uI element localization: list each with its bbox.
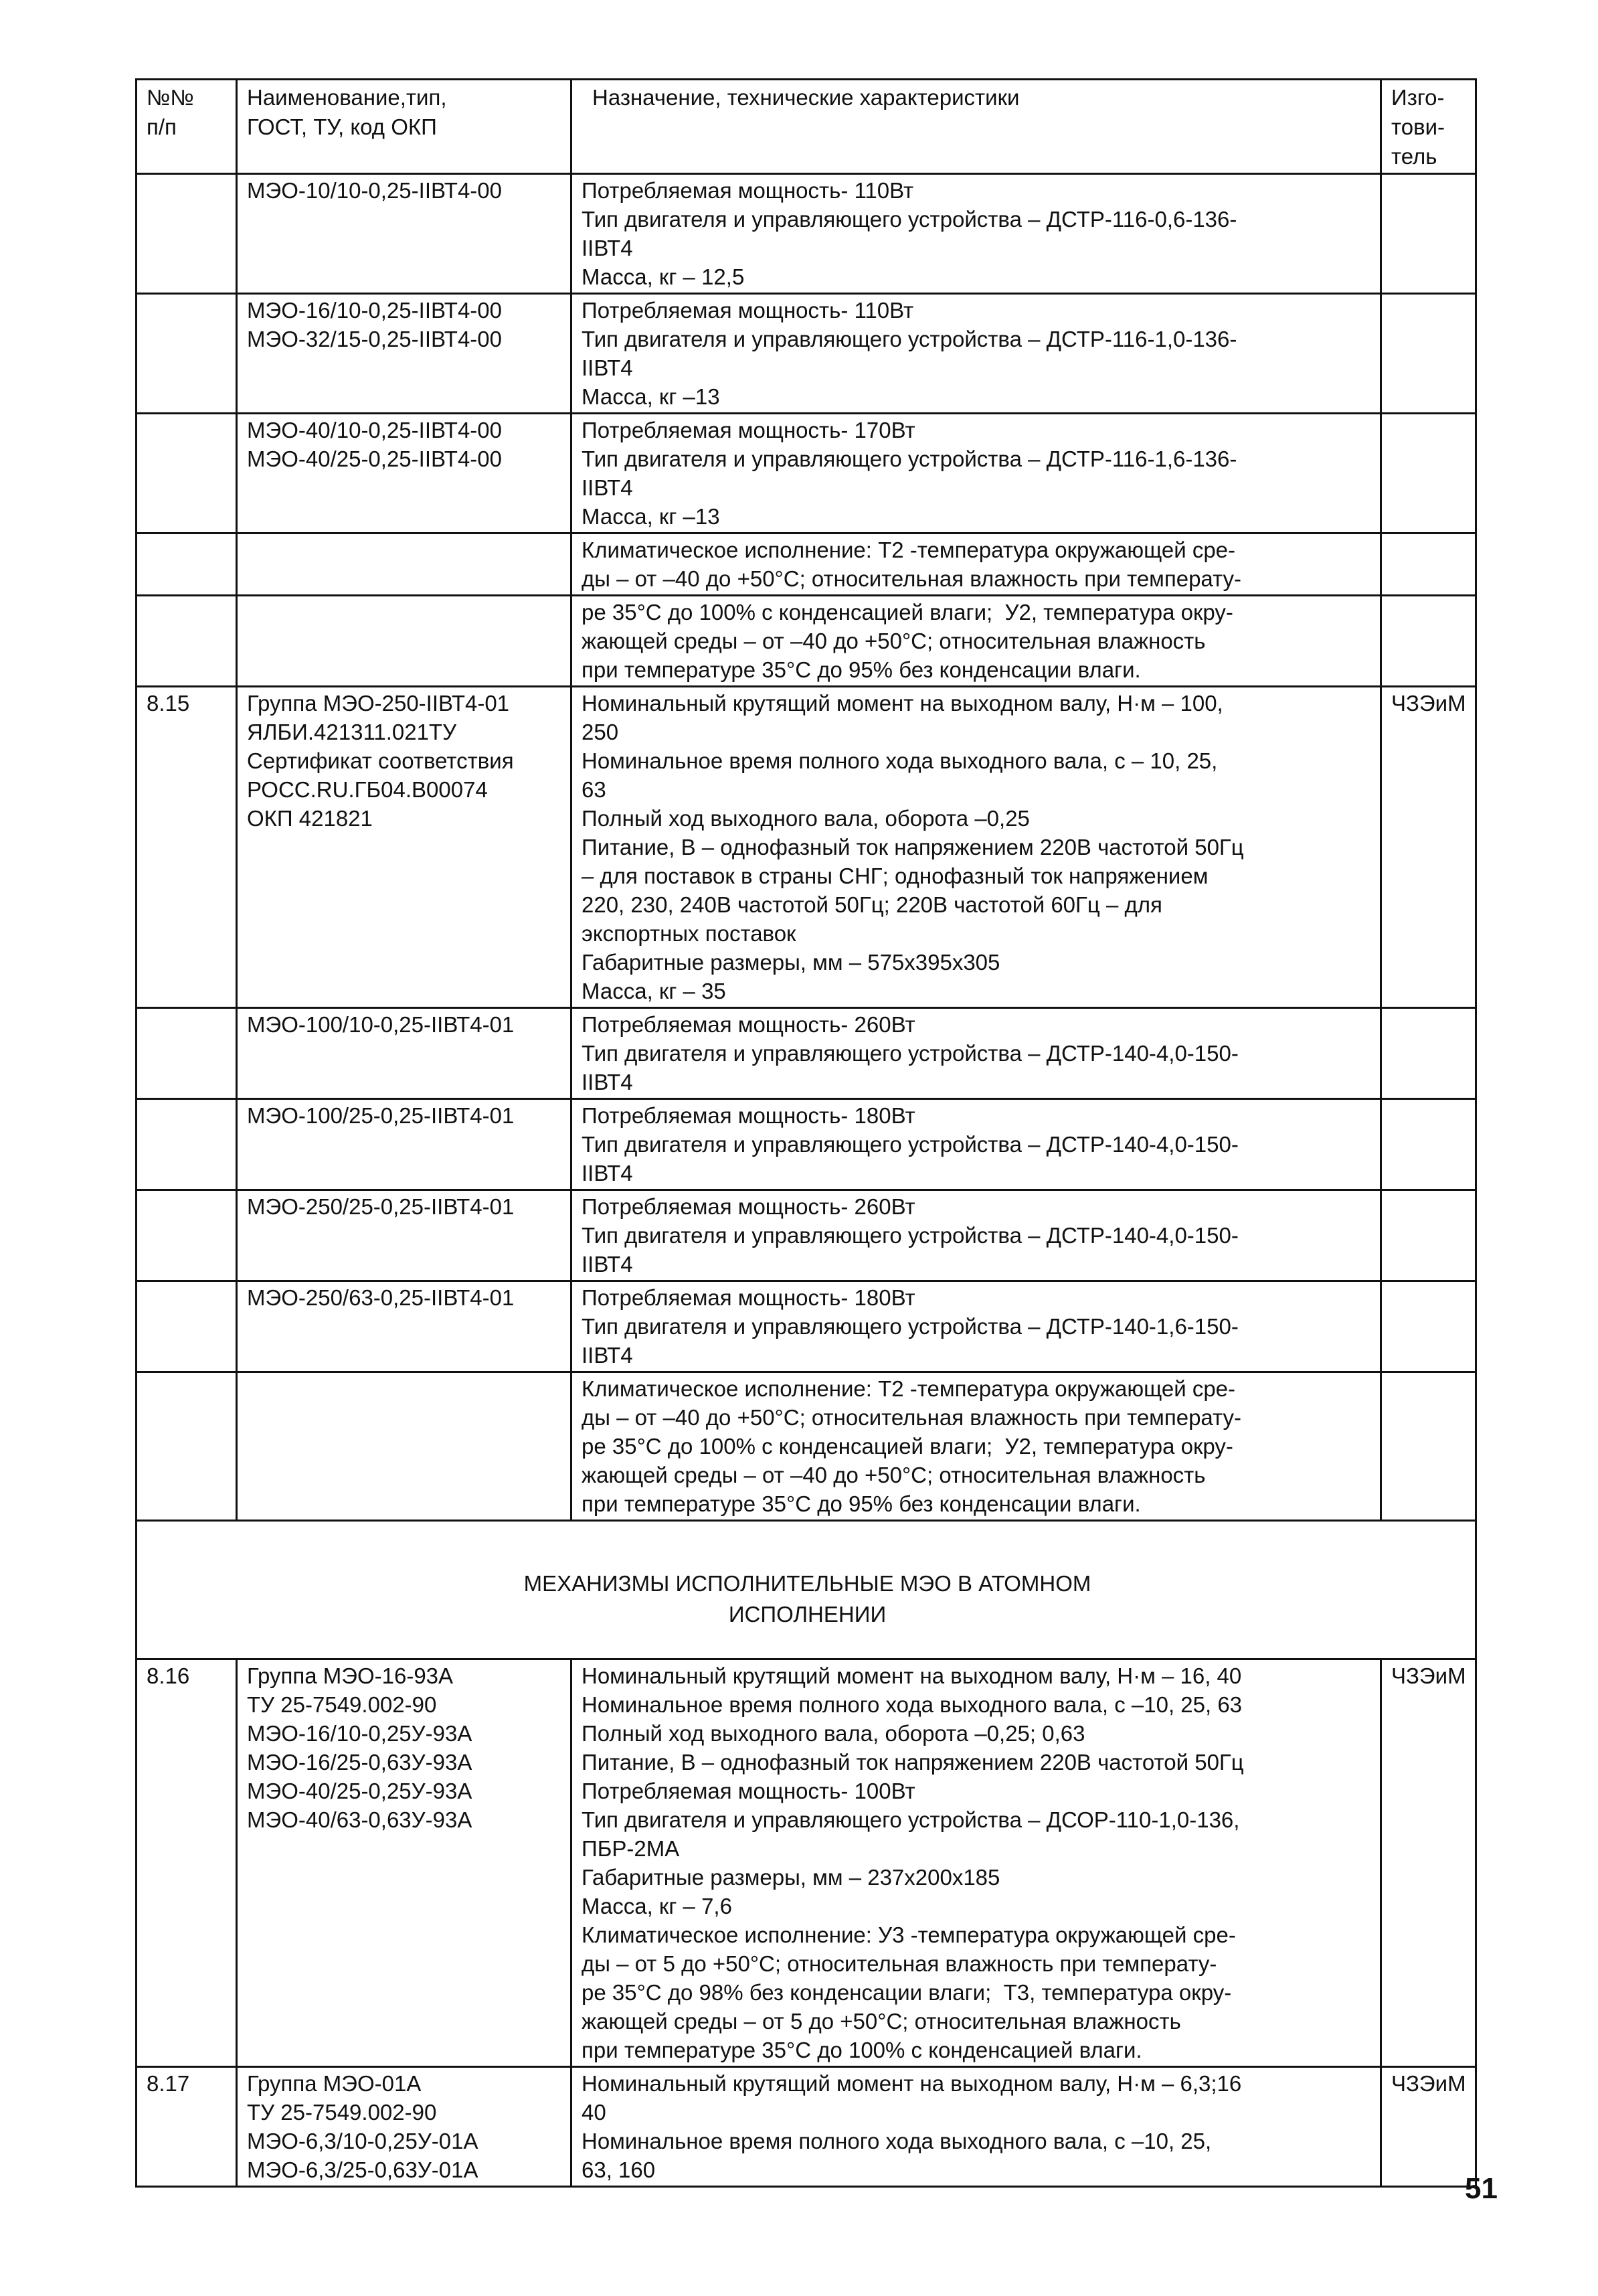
cell-name (237, 1099, 571, 1190)
cell-name-line: МЭО-6,3/10-0,25У-01А (247, 2129, 478, 2153)
cell-name (237, 174, 571, 294)
cell-num-text: 8.16 (147, 1663, 190, 1688)
cell-desc-line: ре 35°С до 100% с конденсацией влаги; У2, температура окру- (582, 600, 1233, 625)
cell-name-line: МЭО-100/25-0,25-IIВТ4-01 (247, 1103, 515, 1128)
table-row (137, 1659, 1476, 2067)
cell-num-text: 8.15 (147, 691, 190, 716)
spec-table (135, 78, 1477, 2188)
cell-num (137, 174, 237, 294)
cell-maker-text: ЧЗЭиМ (1391, 2071, 1466, 2096)
cell-name-line: ТУ 25-7549.002-90 (247, 1692, 437, 1717)
cell-num (137, 1008, 237, 1099)
table-row (137, 596, 1476, 687)
cell-desc-line: Тип двигателя и управляющего устройства – ДСТР-140-4,0-150- (582, 1132, 1239, 1157)
cell-num (137, 414, 237, 534)
cell-desc-line: Номинальное время полного хода выходного вала, с –10, 25, 63 (582, 1692, 1243, 1717)
cell-num (137, 1281, 237, 1372)
cell-num (137, 1190, 237, 1281)
table-row (137, 174, 1476, 294)
section-title-line: ИСПОЛНЕНИИ (728, 1602, 887, 1627)
cell-num (137, 687, 237, 1008)
cell-desc (571, 294, 1381, 414)
cell-name-line: Группа МЭО-250-IIВТ4-01 (247, 691, 510, 716)
cell-desc-line: 63, 160 (582, 2157, 656, 2182)
cell-desc-line: IIВТ4 (582, 355, 633, 380)
table-row (137, 1190, 1476, 1281)
cell-name-line: МЭО-32/15-0,25-IIВТ4-00 (247, 327, 502, 351)
cell-desc (571, 414, 1381, 534)
cell-name-line: МЭО-16/10-0,25-IIВТ4-00 (247, 298, 502, 323)
table-row (137, 534, 1476, 596)
table-row (137, 1281, 1476, 1372)
cell-name-line: МЭО-40/10-0,25-IIВТ4-00 (247, 418, 502, 442)
cell-name-line: МЭО-16/10-0,25У-93А (247, 1721, 472, 1746)
cell-maker (1381, 414, 1476, 534)
cell-name-line: РОСС.RU.ГБ04.В00074 (247, 777, 488, 802)
cell-maker-text: ЧЗЭиМ (1391, 1663, 1466, 1688)
header-desc (571, 80, 1381, 174)
cell-desc-line: Номинальный крутящий момент на выходном валу, Н·м – 16, 40 (582, 1663, 1242, 1688)
cell-desc-line: 63 (582, 777, 606, 802)
cell-desc-line: Потребляемая мощность- 170Вт (582, 418, 915, 442)
cell-name (237, 1372, 571, 1521)
cell-desc-line: ды – от 5 до +50°С; относительная влажность при температу- (582, 1951, 1217, 1976)
header-num-line: №№ (147, 85, 194, 110)
cell-desc (571, 1659, 1381, 2067)
header-maker-line: тови- (1391, 114, 1445, 139)
table-row (137, 2067, 1476, 2187)
cell-name-line: МЭО-250/25-0,25-IIВТ4-01 (247, 1194, 515, 1219)
header-num-line: п/п (147, 114, 177, 139)
cell-desc-line: Номинальный крутящий момент на выходном валу, Н·м – 100, (582, 691, 1223, 716)
cell-desc-line: при температуре 35°С до 95% без конденсации влаги. (582, 657, 1141, 682)
cell-desc-line: Тип двигателя и управляющего устройства – ДСТР-116-0,6-136- (582, 207, 1237, 232)
cell-desc-line: Полный ход выходного вала, оборота –0,25 (582, 806, 1030, 831)
cell-desc-line: Тип двигателя и управляющего устройства – ДСТР-140-1,6-150- (582, 1314, 1239, 1339)
cell-desc-line: жающей среды – от 5 до +50°С; относительная влажность (582, 2009, 1181, 2034)
cell-desc (571, 1008, 1381, 1099)
cell-maker (1381, 1190, 1476, 1281)
cell-desc (571, 174, 1381, 294)
cell-desc-line: Потребляемая мощность- 180Вт (582, 1103, 915, 1128)
cell-desc (571, 596, 1381, 687)
cell-name (237, 1190, 571, 1281)
cell-name-line: МЭО-40/25-0,25-IIВТ4-00 (247, 446, 502, 471)
cell-desc-line: Питание, В – однофазный ток напряжением 220В частотой 50Гц (582, 835, 1244, 859)
cell-name (237, 596, 571, 687)
section-title-line: МЕХАНИЗМЫ ИСПОЛНИТЕЛЬНЫЕ МЭО В АТОМНОМ (523, 1571, 1091, 1596)
table-row (137, 1008, 1476, 1099)
cell-maker (1381, 687, 1476, 1008)
cell-maker (1381, 1008, 1476, 1099)
header-num (137, 80, 237, 174)
table-body-part1 (137, 174, 1476, 1521)
cell-desc-line: Масса, кг – 35 (582, 979, 726, 1003)
cell-desc-line: Масса, кг – 12,5 (582, 264, 745, 289)
cell-desc-line: при температуре 35°С до 95% без конденсации влаги. (582, 1491, 1141, 1516)
cell-desc-line: ре 35°С до 98% без конденсации влаги; Т3, температура окру- (582, 1980, 1232, 2005)
cell-num (137, 2067, 237, 2187)
cell-desc-line: Масса, кг –13 (582, 384, 720, 409)
cell-desc-line: Тип двигателя и управляющего устройства – ДСОР-110-1,0-136, (582, 1807, 1240, 1832)
cell-desc-line: ре 35°С до 100% с конденсацией влаги; У2, температура окру- (582, 1434, 1233, 1459)
section-title (137, 1521, 1476, 1659)
cell-num (137, 596, 237, 687)
cell-desc (571, 2067, 1381, 2187)
cell-desc-line: ПБР-2МА (582, 1836, 680, 1861)
cell-name-line: Сертификат соответствия (247, 748, 514, 773)
table-header-row (137, 80, 1476, 174)
cell-desc-line: Климатическое исполнение: Т2 -температура окружающей сре- (582, 538, 1236, 562)
cell-desc (571, 1281, 1381, 1372)
cell-name-line: Группа МЭО-01А (247, 2071, 422, 2096)
section-row (137, 1521, 1476, 1659)
cell-desc-line: Тип двигателя и управляющего устройства – ДСТР-140-4,0-150- (582, 1041, 1239, 1066)
cell-name-line: МЭО-6,3/25-0,63У-01А (247, 2157, 478, 2182)
cell-desc-line: IIВТ4 (582, 236, 633, 260)
cell-desc-line: IIВТ4 (582, 475, 633, 500)
header-maker-line: тель (1391, 144, 1437, 169)
cell-desc-line: жающей среды – от –40 до +50°С; относительная влажность (582, 1463, 1206, 1487)
cell-desc-line: Габаритные размеры, мм – 237х200х185 (582, 1865, 1000, 1890)
table-row (137, 1099, 1476, 1190)
cell-desc-line: Тип двигателя и управляющего устройства – ДСТР-116-1,6-136- (582, 446, 1237, 471)
table-row (137, 414, 1476, 534)
header-name-line: ГОСТ, ТУ, код ОКП (247, 114, 437, 139)
cell-num-text: 8.17 (147, 2071, 190, 2096)
cell-name-line: ЯЛБИ.421311.021ТУ (247, 720, 457, 744)
cell-desc-line: Потребляемая мощность- 110Вт (582, 298, 914, 323)
cell-name (237, 1281, 571, 1372)
cell-maker (1381, 294, 1476, 414)
header-name (237, 80, 571, 174)
header-maker (1381, 80, 1476, 174)
header-maker-line: Изго- (1391, 85, 1445, 110)
cell-desc-line: IIВТ4 (582, 1343, 633, 1368)
cell-name (237, 2067, 571, 2187)
cell-num (137, 1372, 237, 1521)
cell-desc (571, 1190, 1381, 1281)
cell-name-line: МЭО-10/10-0,25-IIВТ4-00 (247, 178, 502, 203)
cell-num (137, 1099, 237, 1190)
cell-desc-line: IIВТ4 (582, 1161, 633, 1185)
cell-desc (571, 534, 1381, 596)
cell-desc-line: Потребляемая мощность- 180Вт (582, 1285, 915, 1310)
cell-desc-line: при температуре 35°С до 100% с конденсацией влаги. (582, 2038, 1142, 2062)
cell-name (237, 1008, 571, 1099)
table-row (137, 687, 1476, 1008)
cell-name-line: ОКП 421821 (247, 806, 373, 831)
cell-name-line: МЭО-250/63-0,25-IIВТ4-01 (247, 1285, 515, 1310)
cell-num (137, 294, 237, 414)
cell-desc-line: Климатическое исполнение: У3 -температура окружающей сре- (582, 1922, 1236, 1947)
cell-maker (1381, 1659, 1476, 2067)
cell-desc-line: 250 (582, 720, 619, 744)
cell-desc-line: IIВТ4 (582, 1252, 633, 1277)
cell-desc (571, 687, 1381, 1008)
cell-desc-line: 220, 230, 240В частотой 50Гц; 220В частотой 60Гц – для (582, 892, 1162, 917)
cell-desc-line: Климатическое исполнение: Т2 -температура окружающей сре- (582, 1376, 1236, 1401)
cell-maker (1381, 534, 1476, 596)
cell-desc-line: Габаритные размеры, мм – 575х395х305 (582, 950, 1000, 975)
cell-name-line: МЭО-40/63-0,63У-93А (247, 1807, 472, 1832)
section-header (137, 1521, 1476, 1659)
cell-num (137, 1659, 237, 2067)
cell-maker (1381, 174, 1476, 294)
cell-desc-line: Масса, кг –13 (582, 504, 720, 529)
cell-desc-line: Потребляемая мощность- 110Вт (582, 178, 914, 203)
cell-maker (1381, 1372, 1476, 1521)
cell-desc (571, 1372, 1381, 1521)
cell-maker (1381, 1099, 1476, 1190)
cell-name-line: МЭО-40/25-0,25У-93А (247, 1779, 472, 1803)
page-number: 51 (1465, 2172, 1498, 2205)
cell-name (237, 1659, 571, 2067)
cell-num (137, 534, 237, 596)
cell-desc-line: Номинальный крутящий момент на выходном валу, Н·м – 6,3;16 (582, 2071, 1242, 2096)
cell-desc-line: жающей среды – от –40 до +50°С; относительная влажность (582, 629, 1206, 653)
cell-desc-line: Потребляемая мощность- 260Вт (582, 1194, 915, 1219)
cell-desc-line: Полный ход выходного вала, оборота –0,25; 0,63 (582, 1721, 1085, 1746)
cell-maker (1381, 2067, 1476, 2187)
cell-name (237, 414, 571, 534)
cell-name (237, 534, 571, 596)
cell-desc-line: ды – от –40 до +50°С; относительная влажность при температу- (582, 1405, 1242, 1430)
table-row (137, 294, 1476, 414)
cell-name-line: Группа МЭО-16-93А (247, 1663, 454, 1688)
cell-maker (1381, 1281, 1476, 1372)
cell-name-line: ТУ 25-7549.002-90 (247, 2100, 437, 2125)
cell-desc (571, 1099, 1381, 1190)
cell-desc-line: IIВТ4 (582, 1070, 633, 1094)
cell-desc-line: – для поставок в страны СНГ; однофазный ток напряжением (582, 864, 1209, 888)
cell-desc-line: ды – от –40 до +50°С; относительная влажность при температу- (582, 566, 1242, 591)
cell-name-line: МЭО-16/25-0,63У-93А (247, 1750, 472, 1775)
cell-desc-line: экспортных поставок (582, 921, 796, 946)
header-name-line: Наименование,тип, (247, 85, 447, 110)
cell-name (237, 687, 571, 1008)
cell-name-line: МЭО-100/10-0,25-IIВТ4-01 (247, 1012, 515, 1037)
table-body-part2 (137, 1659, 1476, 2187)
cell-desc-line: Масса, кг – 7,6 (582, 1894, 732, 1918)
cell-desc-line: Питание, В – однофазный ток напряжением 220В частотой 50Гц (582, 1750, 1244, 1775)
cell-name (237, 294, 571, 414)
cell-desc-line: Потребляемая мощность- 260Вт (582, 1012, 915, 1037)
cell-desc-line: Тип двигателя и управляющего устройства – ДСТР-140-4,0-150- (582, 1223, 1239, 1248)
cell-maker (1381, 596, 1476, 687)
table-row (137, 1372, 1476, 1521)
cell-desc-line: Тип двигателя и управляющего устройства – ДСТР-116-1,0-136- (582, 327, 1237, 351)
cell-maker-text: ЧЗЭиМ (1391, 691, 1466, 716)
cell-desc-line: 40 (582, 2100, 606, 2125)
cell-desc-line: Потребляемая мощность- 100Вт (582, 1779, 915, 1803)
cell-desc-line: Номинальное время полного хода выходного вала, с –10, 25, (582, 2129, 1212, 2153)
cell-desc-line: Номинальное время полного хода выходного вала, с – 10, 25, (582, 748, 1218, 773)
header-desc-line: Назначение, технические характеристики (592, 85, 1020, 110)
